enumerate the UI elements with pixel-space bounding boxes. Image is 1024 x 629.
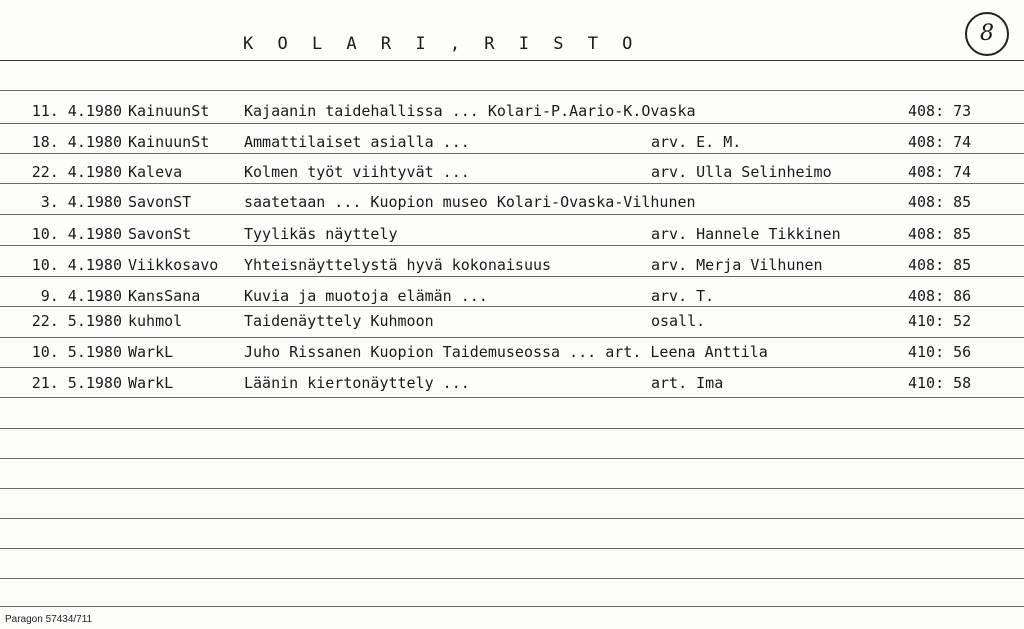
entry-title: Kolmen työt viihtyvät ...	[244, 163, 470, 181]
entry-source: SavonSt	[128, 225, 192, 243]
entry-title: Kuvia ja muotoja elämän ...	[244, 287, 488, 305]
entry-ref: 408: 85	[908, 225, 972, 243]
rule-line	[0, 183, 1024, 184]
rule-line	[0, 90, 1024, 91]
entry-ref: 408: 85	[908, 256, 972, 274]
rule-line	[0, 578, 1024, 579]
entry-author: art. Ima	[651, 374, 724, 392]
entry-title: Yhteisnäyttelystä hyvä kokonaisuus	[244, 256, 552, 274]
rule-line	[0, 306, 1024, 307]
entry-ref: 408: 73	[908, 102, 972, 120]
entry-author: arv. T.	[651, 287, 715, 305]
entry-source: KainuunSt	[128, 102, 210, 120]
entry-date: 21. 5.1980	[31, 374, 122, 392]
rule-line	[0, 367, 1024, 368]
entry-source: KansSana	[128, 287, 201, 305]
rule-line	[0, 337, 1024, 338]
rule-line	[0, 123, 1024, 124]
entry-author: arv. Ulla Selinheimo	[651, 163, 832, 181]
entry-row	[0, 371, 1024, 397]
rule-line	[0, 606, 1024, 607]
card-number-badge: 8	[965, 12, 1009, 56]
entry-title: Läänin kiertonäyttely ...	[244, 374, 470, 392]
rule-line	[0, 153, 1024, 154]
entry-date: 10. 5.1980	[31, 343, 122, 361]
entry-date: 22. 4.1980	[31, 163, 122, 181]
entry-source: Kaleva	[128, 163, 183, 181]
entry-ref: 408: 85	[908, 193, 972, 211]
entry-title: Taidenäyttely Kuhmoon	[244, 312, 434, 330]
title-rule	[0, 60, 1024, 61]
entry-ref: 408: 74	[908, 133, 972, 151]
rule-line	[0, 458, 1024, 459]
entry-source: WarkL	[128, 374, 174, 392]
entry-ref: 408: 86	[908, 287, 972, 305]
entry-row	[0, 99, 1024, 125]
entry-title: Tyylikäs näyttely	[244, 225, 398, 243]
entry-title: Ammattilaiset asialla ...	[244, 133, 470, 151]
entry-date: 18. 4.1980	[31, 133, 122, 151]
entry-row	[0, 309, 1024, 335]
entry-date: 10. 4.1980	[31, 256, 122, 274]
entry-title: Kajaanin taidehallissa ... Kolari-P.Aario-K.Ovaska	[244, 102, 696, 120]
entry-author: osall.	[651, 312, 706, 330]
entry-row	[0, 190, 1024, 216]
rule-line	[0, 548, 1024, 549]
rule-line	[0, 428, 1024, 429]
rule-line	[0, 245, 1024, 246]
entry-ref: 410: 52	[908, 312, 972, 330]
entry-source: KainuunSt	[128, 133, 210, 151]
entry-source: WarkL	[128, 343, 174, 361]
entry-date: 3. 4.1980	[40, 193, 122, 211]
footer-print-code: Paragon 57434/711	[5, 614, 93, 625]
entry-ref: 410: 58	[908, 374, 972, 392]
entry-date: 11. 4.1980	[31, 102, 122, 120]
entry-ref: 408: 74	[908, 163, 972, 181]
entry-date: 22. 5.1980	[31, 312, 122, 330]
rule-line	[0, 488, 1024, 489]
entry-author: arv. E. M.	[651, 133, 742, 151]
rule-line	[0, 214, 1024, 215]
entry-author: arv. Merja Vilhunen	[651, 256, 823, 274]
rule-line	[0, 276, 1024, 277]
entry-date: 10. 4.1980	[31, 225, 122, 243]
entry-date: 9. 4.1980	[40, 287, 122, 305]
entry-source: kuhmol	[128, 312, 183, 330]
entry-source: Viikkosavo	[128, 256, 219, 274]
rule-line	[0, 397, 1024, 398]
rule-line	[0, 518, 1024, 519]
entry-source: SavonST	[128, 193, 192, 211]
card-title: K O L A R I , R I S T O	[243, 34, 640, 54]
entry-row	[0, 340, 1024, 366]
entry-ref: 410: 56	[908, 343, 972, 361]
entry-author: arv. Hannele Tikkinen	[651, 225, 841, 243]
entry-title: saatetaan ... Kuopion museo Kolari-Ovaska-Vilhunen	[244, 193, 696, 211]
entry-title: Juho Rissanen Kuopion Taidemuseossa ... art. Leena Anttila	[244, 343, 768, 361]
